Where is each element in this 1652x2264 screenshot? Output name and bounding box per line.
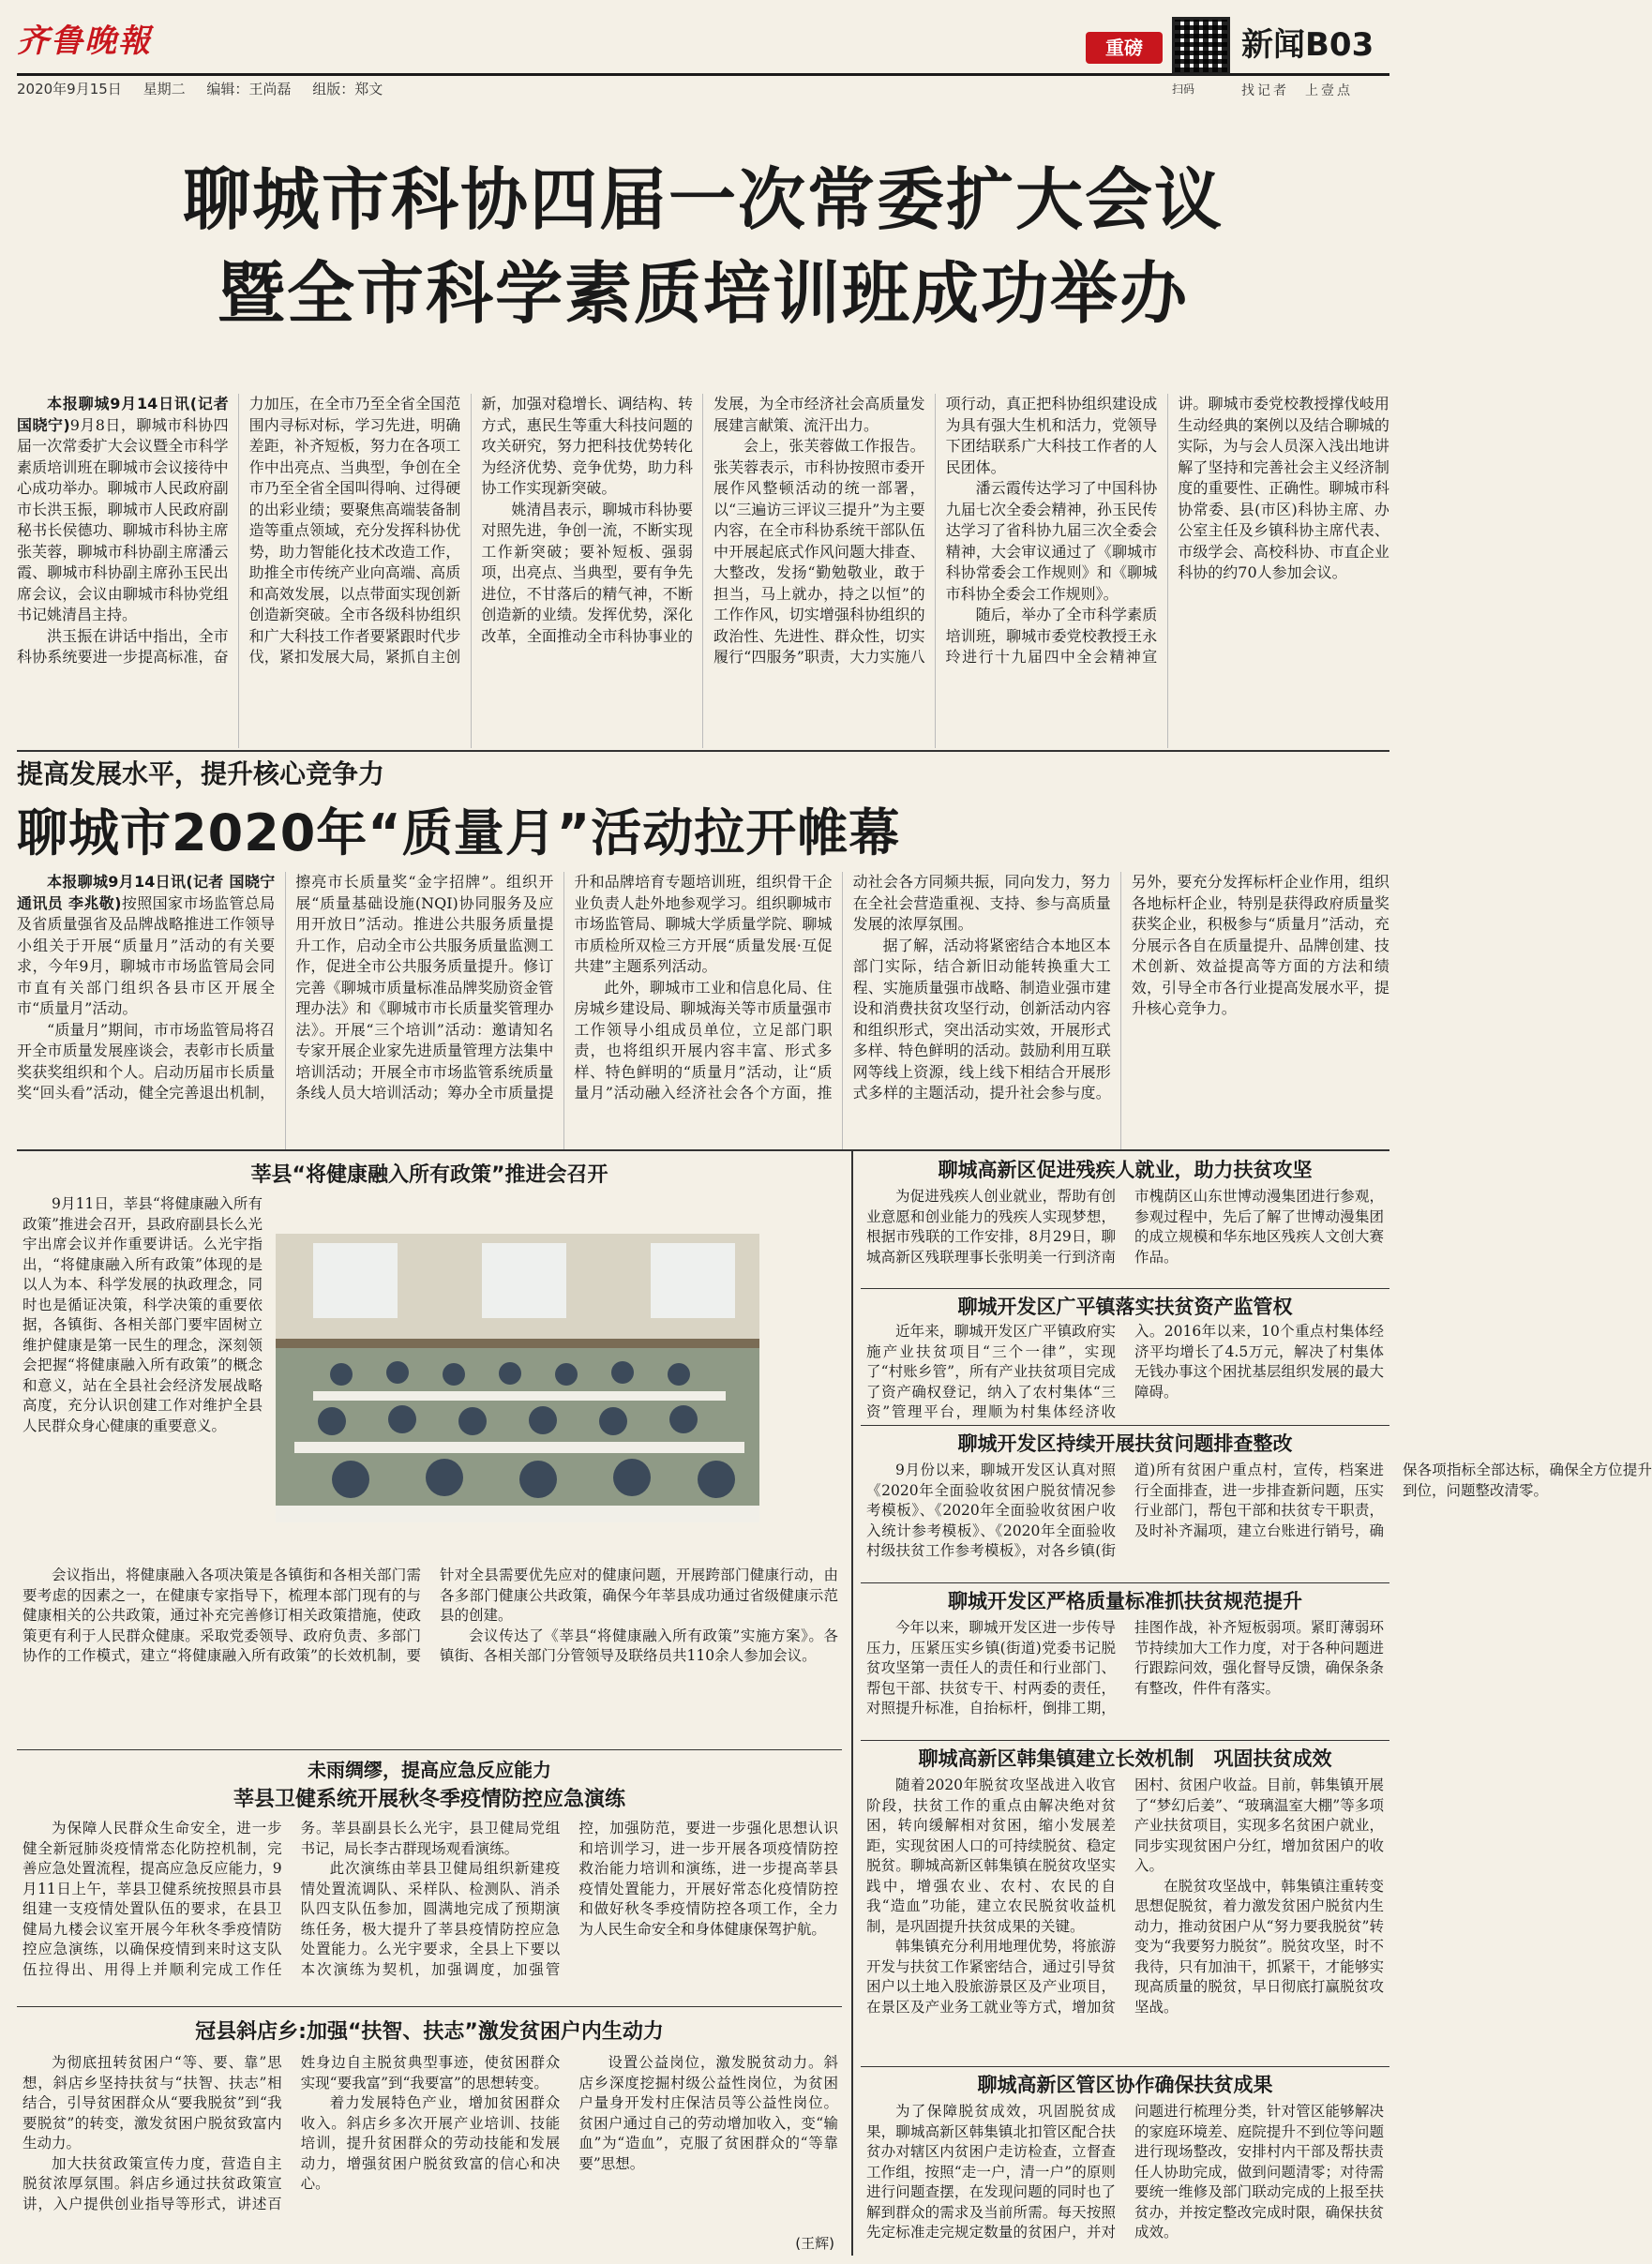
- story11-paragraph: 为了保障脱贫成效，巩固脱贫成果，聊城高新区韩集镇北扣管区配合扶贫办对辖区内贫困户走访检查，立督查工作组，按照“走一户，清一户”的原则进行问题查摆，在发现问题的同时也了解到群众的需求及当前所需。每天按照先定标准走完规定数量的贫困户，并对问题进行梳理分类，针对管区能够解决的家庭环境差、庭院提升不到位等问题进行现场整改，安排村内干部及帮扶责任人协助完成，做到问题清零；对待需要统一维修及部门联动完成的上报至扶贫办，并按定整改完成时限，确保扶贫成效。: [866, 2103, 1384, 2241]
- divider: [861, 2066, 1389, 2067]
- story5-paragraph: 着力发展特色产业，增加贫困群众收入。斜店乡多次开展产业培训、技能培训，提升贫困群众的劳动技能和发展动力，增强贫困户脱贫致富的信心和决心。: [300, 2094, 561, 2192]
- story1-paragraph: 潘云霞传达学习了中国科协九届七次全委会精神，孙玉民传达学习了省科协九届三次全委会精神，大会审议通过了《聊城市科协常委会工作规则》和《聊城市科协全委会工作规则》。: [945, 479, 1158, 603]
- section-badge: 重磅: [1086, 32, 1163, 64]
- story5-body: [23, 2053, 838, 2231]
- story6-body: [866, 1187, 1384, 1286]
- story1-paragraph: 姚清昌表示，聊城市科协要对照先进，争创一流，不断实现工作新突破；要补短板、强弱项，出亮点、当典型，要有争先进位，不甘落后的精气神，不断创造新的业绩。发挥优势，深化改革，全面推动全市科协事业的发展，为全市经济社会高质量发展建言献策、流汗出力。: [481, 395, 925, 645]
- story2-body: [17, 872, 1389, 1149]
- story5-byline: (王辉): [795, 2235, 834, 2252]
- story2-headline: 聊城市2020年“质量月”活动拉开帷幕: [17, 803, 901, 862]
- dateline: [17, 79, 399, 98]
- story4-paragraph: 为保障人民群众生命安全，进一步健全新冠肺炎疫情常态化防控机制，完善应急处置流程，提高应急反应能力，9月11日上午，莘县卫健系统按照县市县组建一支疫情处置队伍的要求，在县卫健局九楼会议室开展今年秋冬季疫情防控应急演练，以确保疫情到来时这支队伍拉得出、用得上并顺利完成工作任务。莘县副县长么光宇，县卫健局党组书记，局长李古群现场观看演练。: [23, 1820, 561, 1978]
- story1-body: [17, 394, 1389, 748]
- story7-headline: 聊城开发区广平镇落实扶贫资产监管权: [957, 1296, 1293, 1318]
- divider: [861, 1740, 1389, 1741]
- story2-paragraph: 据了解，活动将紧密结合本地区本部门实际，结合新旧动能转换重大工程、实施质量强市战略、制造业强市建设和消费扶贫攻坚行动，创新活动内容和组织形式，突出活动实效，开展形式多样、特色鲜明的活动。鼓励利用互联网等线上资源，线上线下相结合开展形式多样的主题活动，提升社会参与度。另外，要充分发挥标杆企业作用，组织各地标杆企业，特别是获得政府质量奖获奖企业，积极参与“质量月”活动，充分展示各自在质量提升、品牌创建、技术创新、效益提高等方面的方法和绩效，引导全市各行业提高发展水平，提升核心竞争力。: [852, 873, 1389, 1102]
- story1-lead: 本报聊城9月14日讯(记者 国晓宁): [17, 395, 229, 434]
- story5-paragraph: 设置公益岗位，激发脱贫动力。斜店乡深度挖掘村级公益性岗位，为贫困户量身开发村庄保洁员等公益性岗位。贫困户通过自己的劳动增加收入，变“输血”为“造血”，克服了贫困群众的“等靠要”思想。: [578, 2054, 838, 2172]
- story10-paragraph: 韩集镇充分利用地理优势，将旅游开发与扶贫工作紧密结合，通过引导贫困户以土地入股旅游景区及产业项目，在景区及产业务工就业等方式，增加贫困村、贫困户收益。目前，韩集镇开展了“梦幻后姜”、“玻璃温室大棚”等多项产业扶贫项目，实现多名贫困户就业，同步实现贫困户分红，增加贫困户的收入。: [866, 1777, 1384, 2016]
- issue-date: 2020年9月15日: [17, 81, 122, 97]
- story4-kicker: 未雨绸缪，提高应急反应能力: [308, 1759, 551, 1781]
- story1-paragraph: 随后，举办了全市科学素质培训班，聊城市委党校教授王永玲进行十九届四中全会精神宣讲。聊城市委党校教授撑伐岐用生动经典的案例以及结合聊城的实际，为与会人员深入浅出地讲解了坚持和完善社会主义经济制度的重要性、正确性。聊城市科协常委、县(市区)科协主席、办公室主任及乡镇科协主席代表、市级学会、高校科协、市直企业科协的约70人参加会议。: [945, 395, 1389, 666]
- story6-headline: 聊城高新区促进残疾人就业，助力扶贫攻坚: [938, 1159, 1313, 1181]
- story1-paragraph: 会上，张芙蓉做工作报告。张芙蓉表示，市科协按照市委开展作风整顿活动的统一部署，以“三遍访三评议三提升”为主要内容，在全市科协系统干部队伍中开展起底式作风问题大排查、大整改，发扬“勤勉敬业，敢于担当，马上就办，持之以恒”的工作作风，切实增强科协组织的政治性、先进性、群众性，切实履行“四服务”职责，大力实施八项行动，真正把科协组织建设成为具有强大生机和活力，党领导下团结联系广大科技工作者的人民团体。: [713, 395, 1158, 666]
- story5-paragraph: 加大扶贫政策宣传力度，营造自主脱贫浓厚氛围。斜店乡通过扶贫政策宣讲，入户提供创业指导等形式，讲述百姓身边自主脱贫典型事迹，使贫困群众实现“要我富”到“我要富”的思想转变。: [23, 2054, 561, 2212]
- divider: [861, 1582, 1389, 1583]
- story8-paragraph: 9月份以来，聊城开发区认真对照《2020年全面验收贫困户脱贫情况参考模板》、《2020年全面验收贫困户收入统计参考模板》、《2020年全面验收村级扶贫工作参考模板》，对各乡镇(街道)所有贫困户重点村，宣传，档案进行全面排查，进一步排查新问题，压实行业部门，帮包干部和扶贫专干职责，及时补齐漏项，建立台账进行销号，确保各项指标全部达标，确保全方位提升到位，问题整改清零。: [866, 1462, 1652, 1559]
- newspaper-logo: 齐鲁晚報: [17, 22, 152, 60]
- divider: [861, 1288, 1389, 1289]
- story10-headline: 聊城高新区韩集镇建立长效机制 巩固扶贫成效: [918, 1747, 1332, 1770]
- story2-paragraph: 此外，聊城市工业和信息化局、住房城乡建设局、聊城海关等市质量强市工作领导小组成员单位，立足部门职责，也将组织开展内容丰富、形式多样、特色鲜明的“质量月”活动，让“质量月”活动融入经济社会各个方面，推动社会各方同频共振，同向发力，努力在全社会营造重视、支持、参与高质量发展的浓厚氛围。: [574, 873, 1111, 1102]
- story10-paragraph: 在脱贫攻坚战中，韩集镇注重转变思想促脱贫，着力激发贫困户脱贫内生动力，推动贫困户从“努力要我脱贫”转变为“我要努力脱贫”。脱贫攻坚，时不我待，只有加油干，抓紧干，才能够实现高质量的脱贫，早日彻底打赢脱贫攻坚战。: [1134, 1877, 1384, 2016]
- story8-headline: 聊城开发区持续开展扶贫问题排查整改: [957, 1432, 1293, 1455]
- issue-weekday: 星期二: [143, 81, 186, 97]
- story3-body-col1: [23, 1194, 263, 1560]
- meeting-photo: [276, 1234, 759, 1522]
- story10-body: [866, 1776, 1384, 2064]
- story4-paragraph: 此次演练由莘县卫健局组织新建疫情处置流调队、采样队、检测队、消杀队四支队伍参加，圆满地完成了预期演练任务，极大提升了莘县疫情防控应急处置能力。么光宇要求，全县上下要以本次演练为契机，加强调度，加强管控，加强防范，要进一步强化思想认识和培训学习，进一步开展各项疫情防控救治能力培训和演练，进一步提高莘县疫情处置能力，开展好常态化疫情防控和做好秋冬季疫情防控各项工作，全力为人民生命安全和身体健康保驾护航。: [300, 1820, 838, 1978]
- editor-credit: 编辑：王尚磊: [206, 81, 292, 97]
- story9-headline: 聊城开发区严格质量标准抓扶贫规范提升: [948, 1590, 1302, 1612]
- divider: [17, 2006, 842, 2007]
- qr-caption: 扫码: [1172, 82, 1195, 96]
- story10-paragraph: 随着2020年脱贫攻坚战进入收官阶段，扶贫工作的重点由解决绝对贫困，转向缓解相对贫困，缩小发展差距，实现贫困人口的可持续脱贫、稳定脱贫。聊城高新区韩集镇在脱贫攻坚实践中，增强农业、农村、农民的自我“造血”功能，建立农民脱贫收益机制，是巩固提升扶贫成果的关键。: [866, 1777, 1116, 1935]
- story9-body: [866, 1618, 1384, 1738]
- divider: [17, 750, 1389, 752]
- divider: [17, 1749, 842, 1750]
- story6-paragraph: 为促进残疾人创业就业，帮助有创业意愿和创业能力的残疾人实现梦想，根据市残联的工作安排，8月29日，聊城高新区残联理事长张明美一行到济南市槐荫区山东世博动漫集团进行参观，参观过程中，先后了解了世博动漫集团的成立规模和华东地区残疾人文创大赛作品。: [866, 1188, 1384, 1266]
- divider: [17, 1149, 1389, 1151]
- story2-kicker: 提高发展水平，提升核心竞争力: [17, 758, 385, 789]
- page-section: 新闻B03: [1241, 26, 1374, 64]
- story4-body: [23, 1819, 838, 2006]
- story11-body: [866, 2102, 1384, 2257]
- story3-headline: 莘县“将健康融入所有政策”推进会召开: [250, 1163, 608, 1187]
- story1-paragraph: 洪玉振在讲话中指出，全市科协系统要进一步提高标准，奋力加压，在全市乃至全省全国范围内寻标对标，学习先进，明确差距，补齐短板，努力在各项工作中出亮点、当典型，争创在全市乃至全省全国叫得响、过得硬的出彩业绩；要聚焦高端装备制造等重点领域，充分发挥科协优势，助力智能化技术改造工作，助推全市传统产业向高端、高质和高效发展，以点带面实现创新创造新突破。全市各级科协组织和广大科技工作者要紧跟时代步伐，紧扣发展大局，紧抓自主创新，加强对稳增长、调结构、转方式，惠民生等重大科技问题的攻关研究，努力把科技优势转化为经济优势、竞争优势，助力科协工作实现新突破。: [17, 395, 693, 666]
- masthead-slogan: 找记者 上壹点: [1241, 83, 1353, 98]
- story5-paragraph: 为彻底扭转贫困户“等、要、靠”思想，斜店乡坚持扶贫与“扶智、扶志”相结合，引导贫困群众从“要我脱贫”到“我要脱贫”的转变，激发贫困户脱贫致富内生动力。: [23, 2054, 282, 2152]
- story2-paragraph: “质量月”期间，市市场监管局将召开全市质量发展座谈会，表彰市长质量奖获奖组织和个人。启动历届市长质量奖“回头看”活动，健全完善退出机制，擦亮市长质量奖“金字招牌”。组织开展“质量基础设施(NQI)协同服务及应用开放日”活动。推进公共服务质量提升工作，启动全市公共服务质量监测工作，促进全市公共服务质量提升。修订完善《聊城市质量标准品牌奖励资金管理办法》和《聊城市市长质量奖管理办法》。开展“三个培训”活动：邀请知名专家开展企业家先进质量管理方法集中培训活动；开展全市市场监管系统质量条线人员大培训活动；筹办全市质量提升和品牌培育专题培训班，组织骨干企业负责人赴外地参观学习。组织聊城市市场监管局、聊城大学质量学院、聊城市质检所双检三方开展“质量发展·互促共建”主题系列活动。: [17, 873, 833, 1102]
- story2-paragraph: 按照国家市场监管总局及省质量强省及品牌战略推进工作领导小组关于开展“质量月”活动的有关要求，今年9月，聊城市市场监管局会同市直有关部门组织各县市区开展全市“质量月”活动。: [17, 893, 276, 1017]
- layout-credit: 组版：郑文: [312, 81, 383, 97]
- story5-headline: 冠县斜店乡:加强“扶智、扶志”激发贫困户内生动力: [195, 2020, 664, 2044]
- divider: [861, 1425, 1389, 1426]
- story11-headline: 聊城高新区管区协作确保扶贫成果: [977, 2074, 1273, 2096]
- column-divider: [851, 1149, 853, 2256]
- story8-body: [866, 1461, 1652, 1581]
- masthead: [17, 13, 1389, 103]
- story1-headline-line2: 暨全市科学素质培训班成功举办: [217, 254, 1189, 333]
- story3-paragraph: 9月11日，莘县“将健康融入所有政策”推进会召开，县政府副县长么光宇出席会议并作重要讲话。么光宇指出，“将健康融入所有政策”体现的是以人为本、科学发展的执政理念，同时也是循证决策，科学决策的重要依据，各镇街、各相关部门要牢固树立维护健康是第一民生的理念，深刻领会把握“将健康融入所有政策”的概念和意义，站在全县社会经济发展战略高度，充分认识创建工作对维护全县人民群众身心健康的重要意义。: [23, 1195, 263, 1434]
- story7-body: [866, 1322, 1384, 1423]
- story7-paragraph: 近年来，聊城开发区广平镇政府实施产业扶贫项目“三个一律”，实现了“村账乡管”，所有产业扶贫项目完成了资产确权登记，纳入了农村集体“三资”管理平台，理顺为村集体经济收入。2016年以来，10个重点村集体经济平均增长了4.5万元，解决了村集体无钱办事这个困扰基层组织发展的最大障碍。: [866, 1323, 1384, 1420]
- story1-headline-line1: 聊城市科协四届一次常委扩大会议: [182, 160, 1224, 239]
- story3-body-cols: [23, 1566, 838, 1744]
- qr-code-icon[interactable]: [1172, 17, 1230, 75]
- story1-paragraph: 9月8日，聊城市科协四届一次常委扩大会议暨全市科学素质培训班在聊城市会议接待中心成功举办。聊城市人民政府副市长洪玉振，聊城市人民政府副秘书长侯德功、聊城市科协主席张芙蓉，聊城市科协副主席潘云霞、聊城市科协副主席孙玉民出席会议，会议由聊城市科协党组书记姚清昌主持。: [17, 415, 229, 623]
- story3-paragraph: 会议传达了《莘县“将健康融入所有政策”实施方案》。各镇街、各相关部门分管领导及联络员共110余人参加会议。: [440, 1627, 838, 1664]
- story9-paragraph: 今年以来，聊城开发区进一步传导压力，压紧压实乡镇(街道)党委书记脱贫攻坚第一责任人的责任和行业部门、帮包干部、扶贫专干、村两委的责任，对照提升标准，自抬标杆，倒排工期，挂图作战，补齐短板弱项。紧盯薄弱环节持续加大工作力度，对于各种问题进行跟踪问效，强化督导反馈，确保条条有整改，件件有落实。: [866, 1619, 1384, 1717]
- story4-headline: 莘县卫健系统开展秋冬季疫情防控应急演练: [233, 1788, 625, 1811]
- story2-lead: 本报聊城9月14日讯(记者 国晓宁 通讯员 李兆敬): [17, 873, 276, 912]
- photo-illustration: [276, 1234, 759, 1522]
- story3-paragraph: 会议指出，将健康融入各项决策是各镇街和各相关部门需要考虑的因素之一，在健康专家指导下，梳理本部门现有的与健康相关的公共政策，通过补充完善修订相关政策措施，使政策更有利于人民群众健康。采取党委领导、政府负责、多部门协作的工作模式，建立“将健康融入所有政策”的长效机制，要针对全县需要优先应对的健康问题，开展跨部门健康行动，由各多部门健康公共政策，确保今年莘县成功通过省级健康示范县的创建。: [23, 1567, 838, 1664]
